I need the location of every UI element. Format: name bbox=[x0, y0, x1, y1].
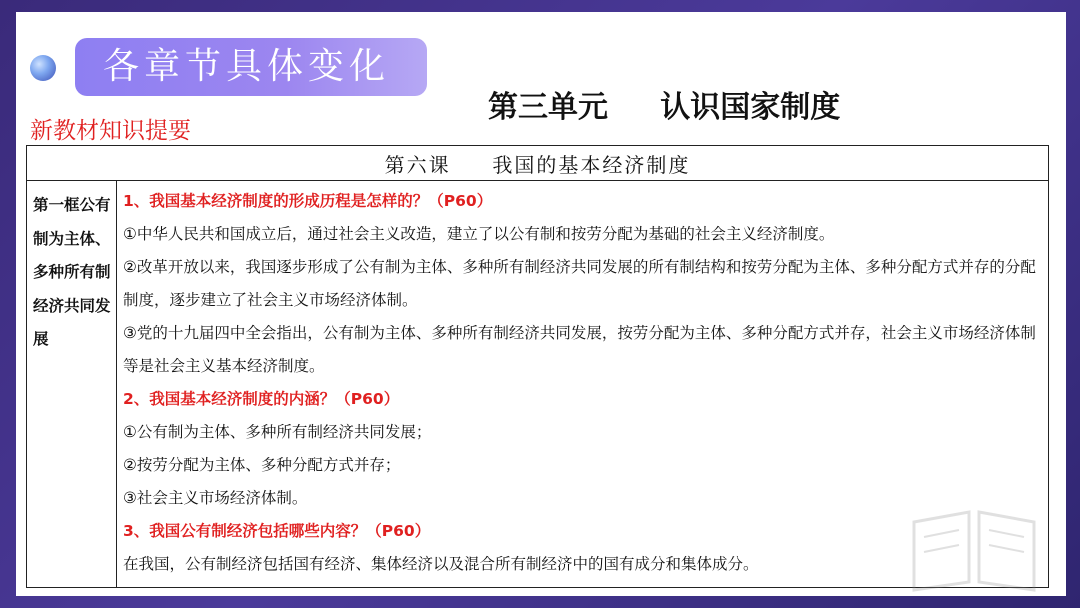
knowledge-table bbox=[26, 145, 1049, 588]
unit-title: 第三单元 认识国家制度 bbox=[488, 90, 841, 125]
lesson-row bbox=[27, 146, 1049, 181]
answer-1-3: ③党的十九届四中全会指出，公有制为主体、多种所有制经济共同发展，按劳分配为主体、多种分配方式并存，社会主义市场经济体制等是社会主义基本经济制度。 bbox=[123, 324, 1036, 375]
answer-1-1: ①中华人民共和国成立后，通过社会主义改造，建立了以公有制和按劳分配为基础的社会主义经济制度。 bbox=[123, 225, 835, 243]
section-label: 新教材知识提要 bbox=[30, 118, 191, 144]
frame-title: 第一框公有制为主体、多种所有制经济共同发展 bbox=[27, 181, 117, 588]
question-3: 3、我国公有制经济包括哪些内容？（P60） bbox=[123, 522, 431, 540]
answer-1-2: ②改革开放以来，我国逐步形成了公有制为主体、多种所有制经济共同发展的所有制结构和按劳分配为主体、多种分配方式并存的分配制度，逐步建立了社会主义市场经济体制。 bbox=[123, 258, 1036, 309]
answer-2-1: ①公有制为主体、多种所有制经济共同发展； bbox=[123, 423, 432, 441]
bubble-icon bbox=[30, 55, 56, 81]
page-title: 各章节具体变化 bbox=[75, 38, 427, 96]
content-row bbox=[27, 181, 1049, 588]
open-book-icon bbox=[904, 502, 1044, 592]
answer-3-1: 在我国，公有制经济包括国有经济、集体经济以及混合所有制经济中的国有成分和集体成分。 bbox=[123, 555, 759, 573]
question-1: 1、我国基本经济制度的形成历程是怎样的？（P60） bbox=[123, 192, 493, 210]
answer-2-2: ②按劳分配为主体、多种分配方式并存； bbox=[123, 456, 401, 474]
lesson-title: 第六课 我国的基本经济制度 bbox=[27, 146, 1049, 181]
answer-2-3: ③社会主义市场经济体制。 bbox=[123, 489, 308, 507]
question-2: 2、我国基本经济制度的内涵？（P60） bbox=[123, 390, 400, 408]
